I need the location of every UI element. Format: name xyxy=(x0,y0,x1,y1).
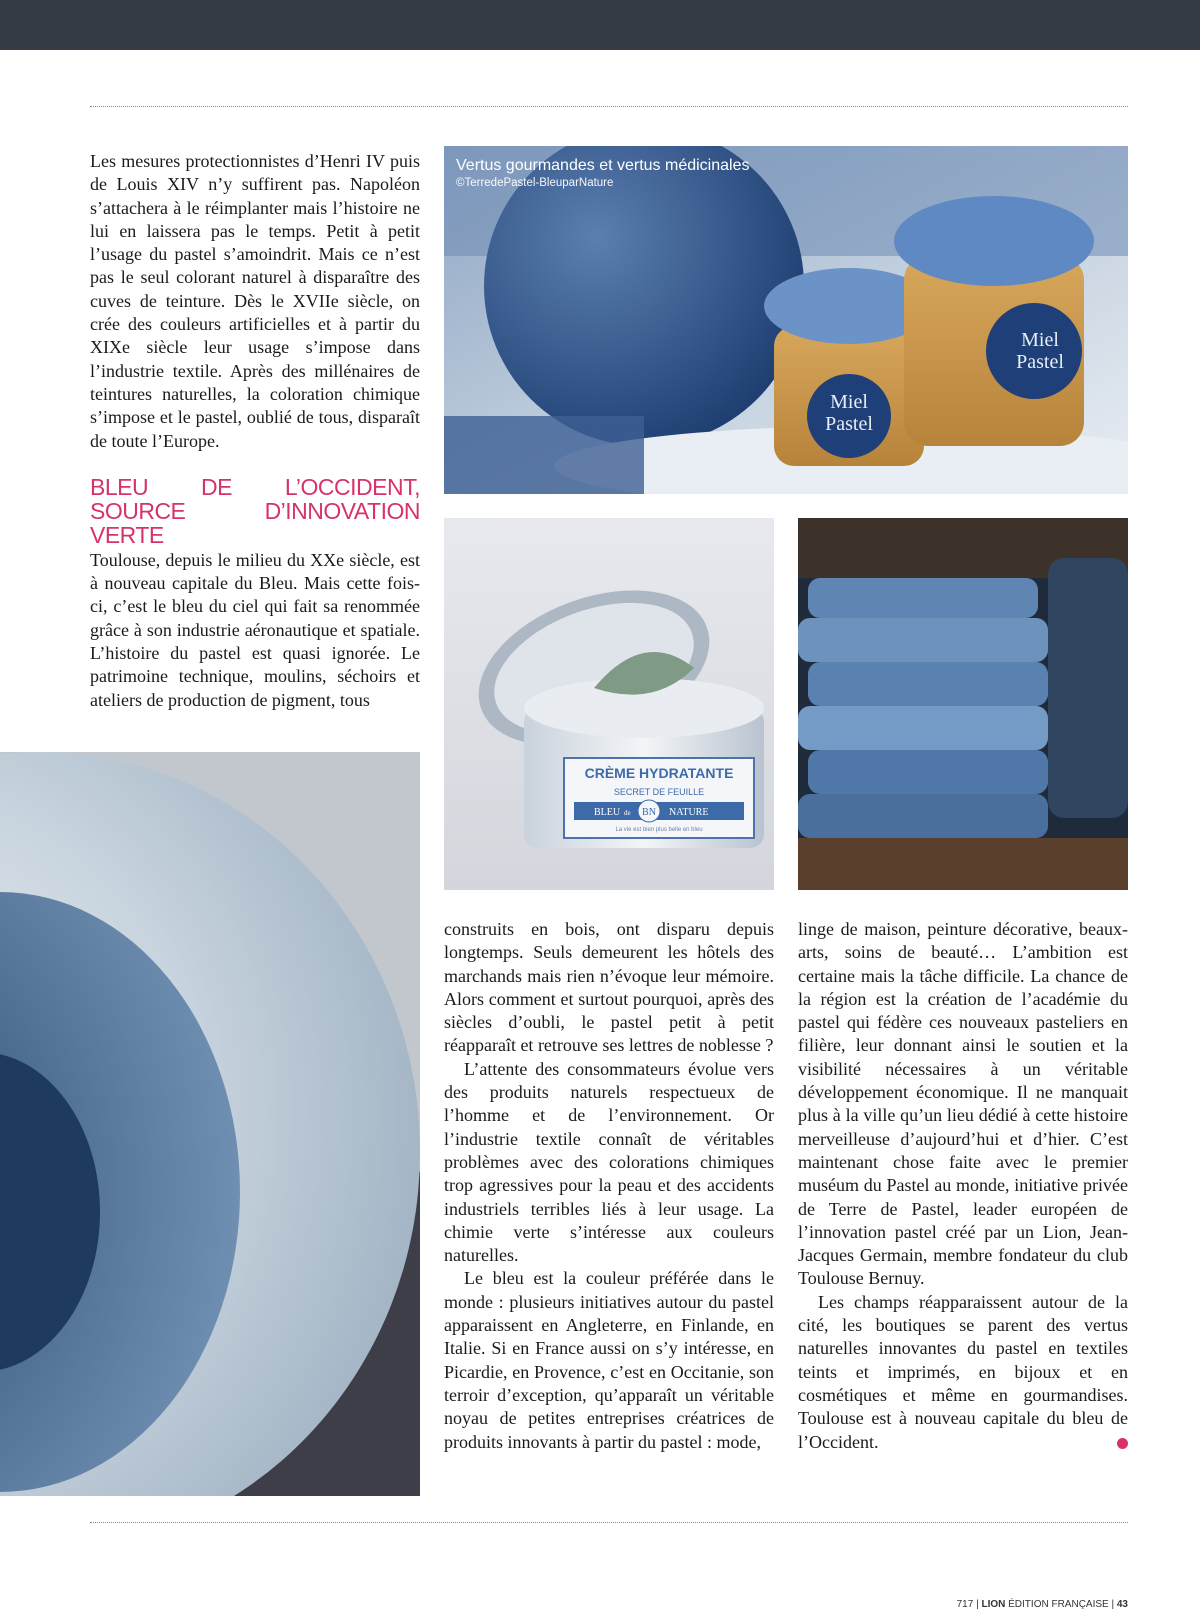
caption-credit: ©TerredePastel-BleuparNature xyxy=(456,177,614,189)
column-1-paragraph-1: Les mesures protectionnistes d’Henri IV puis de Louis XIV n’y suffirent pas. Napoléon s’attachera à le réimplanter mais l’histoire ne lui en laissera pas le temps. Petit à petit l’usage du pastel s’amoindrit. Mais ce n’est pas le seul colorant naturel à disparaître des cuves de teinture. Dès le XVIIe siècle, on crée des couleurs artificielles et à partir du XIXe siècle leur usage s’impose dans l’industrie textile. Après des millénaires de teintures naturelles, la coloration chimique s’impose et le pastel, oublié de tous, disparaît de toute l’Europe. xyxy=(90,151,420,451)
column-1 xyxy=(90,150,420,712)
column-2-paragraph-1: construits en bois, ont disparu depuis longtemps. Seuls demeurent les hôtels des marchands mais rien n’évoque leur mémoire. Alors comment et surtout pourquoi, après des siècles d’oubli, le pastel petit à petit réapparaît et retrouve ses lettres de noblesse ? xyxy=(444,919,774,1056)
footer-page-number: 43 xyxy=(1116,1599,1128,1610)
column-2 xyxy=(444,918,774,1454)
cream-brand-right: NATURE xyxy=(669,807,709,818)
top-bar xyxy=(0,0,1200,50)
photo-caption xyxy=(456,156,749,191)
small-jar-label-2: Pastel xyxy=(825,413,873,435)
cream-jar-photo xyxy=(444,518,774,890)
cream-brand-logo: BN xyxy=(642,807,656,818)
cream-brand-mid: de xyxy=(624,809,631,817)
column-1-paragraph-2: Toulouse, depuis le milieu du XXe siècle, est à nouveau capitale du Bleu. Mais cette fois-ci, c’est le bleu du ciel qui fait sa renommée grâce à son industrie aéronautique et spatiale. L’histoire du pastel est quasi ignorée. Le patrimoine technique, moulins, séchoirs et ateliers de production de pigment, tous xyxy=(90,549,420,710)
cream-tagline: La vie est bien plus belle en bleu xyxy=(615,827,703,833)
large-jar-label-1: Miel xyxy=(1021,329,1059,351)
cream-brand-left: BLEU xyxy=(594,807,621,818)
footer-brand: LION xyxy=(981,1599,1006,1610)
pigment-bowl-photo xyxy=(0,752,420,1496)
cream-subtitle-label: SECRET DE FEUILLE xyxy=(613,787,705,797)
cream-jar-illustration xyxy=(444,518,774,890)
column-3-paragraph-1: linge de maison, peinture décorative, beaux-arts, soins de beauté… L’ambition est certaine mais la tâche difficile. La chance de la région est la création de l’académie du pastel qui fédère ces nouveaux pasteliers en filière, leur donnant ainsi le soutien et la visibilité nécessaires à un véritable développement économique. Il ne manquait plus à la ville qu’un lieu dédié à cette histoire merveilleuse d’aujourd’hui et d’hier. C’est maintenant chose faite avec le premier muséum du Pastel au monde, initiative privée de Terre de Pastel, leader européen de l’innovation pastel créé par un Lion, Jean-Jacques Germain, membre fondateur du club Toulouse Bernuy. xyxy=(798,919,1128,1289)
page-footer xyxy=(957,1599,1128,1610)
caption-title: Vertus gourmandes et vertus médicinales xyxy=(456,157,750,174)
column-2-paragraph-2: L’attente des consommateurs évolue vers des produits naturels respectueux de l’homme et de l’environnement. Or l’industrie textile connaît de véritables problèmes avec des colorations chimiques trop agressives pour la peau et des accidents industriels terribles liés à leur usage. La chimie verte s’intéresse aux couleurs naturelles. xyxy=(444,1058,774,1266)
large-jar-label-2: Pastel xyxy=(1016,351,1064,373)
column-3 xyxy=(798,918,1128,1454)
top-rule xyxy=(90,106,1128,107)
folded-textiles-illustration xyxy=(798,518,1128,890)
column-3-paragraph-2-text: Les champs réapparaissent autour de la cité, les boutiques se parent des vertus naturelles innovantes du pastel en textiles teints et imprimés, en bijoux et en cosmétiques et même en gourmandises. Toulouse est à nouveau capitale du bleu de l’Occident. xyxy=(798,1291,1128,1452)
bottom-rule xyxy=(90,1522,1128,1523)
cream-title-label: CRÈME HYDRATANTE xyxy=(584,765,734,781)
footer-edition: ÉDITION FRANÇAISE | xyxy=(1008,1599,1115,1610)
textiles-photo xyxy=(798,518,1128,890)
honey-jars-photo xyxy=(444,146,1128,494)
footer-issue: 717 | xyxy=(956,1599,979,1610)
column-2-paragraph-3: Le bleu est la couleur préférée dans le monde : plusieurs initiatives autour du pastel apparaissent en Angleterre, en Finlande, en Italie. Si en France aussi on s’y intéresse, en Picardie, en Provence, c’est en Occitanie, son terroir d’exception, qu’apparaît un véritable noyau de petites entreprises créatrices de produits innovants à partir du pastel : mode, xyxy=(444,1268,774,1452)
honey-jars-illustration xyxy=(444,146,1128,494)
pigment-bowl-illustration xyxy=(0,752,420,1496)
section-heading: BLEU DE L’OCCIDENT, SOURCE D’INNOVATION VERTE xyxy=(90,473,420,548)
end-mark-dot xyxy=(1117,1438,1128,1449)
column-3-paragraph-2 xyxy=(798,1291,1128,1454)
small-jar-label-1: Miel xyxy=(830,391,868,413)
